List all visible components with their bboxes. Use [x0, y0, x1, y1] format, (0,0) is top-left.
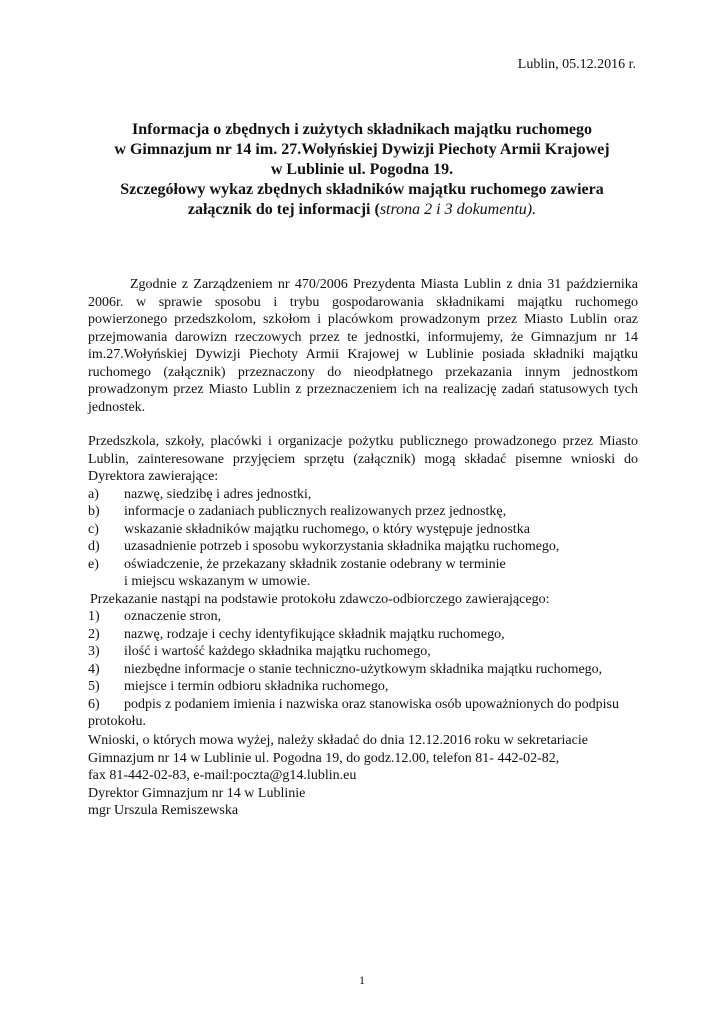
list-item [88, 556, 638, 591]
list-marker: 6) [88, 696, 100, 712]
protocol-intro: Przekazanie nastąpi na podstawie protokołu zdawczo-odbiorczego zawierającego: [90, 591, 550, 607]
list-marker: c) [88, 521, 99, 537]
closing-block [88, 732, 638, 820]
list-item [88, 503, 638, 521]
list-item [88, 678, 638, 696]
applications-list [88, 486, 638, 591]
list-item [88, 626, 638, 644]
list-marker: 1) [88, 609, 100, 624]
list-item [88, 486, 638, 504]
paragraph-regulation: Zgodnie z Zarządzeniem nr 470/2006 Prezydenta Miasta Lublin z dnia 31 października 2006r. w sprawie sposobu i trybu gospodarowania składnikami majątku ruchomego powierzonego przedszkolom, szkołom i placówkom prowadzonym przez Miasto Lublin oraz przejmowania darowizn rzeczowych przez te jednostki, informujemy, że Gimnazjum nr 14 im.27.Wołyńskiej Dywizji Piechoty Armii Krajowej w Lublinie posiada składniki majątku ruchomego (załącznik) przeznaczony do nieodpłatnego przekazania innym jednostkom prowadzonym przez Miasto Lublin z przeznaczeniem ich na realizację zadań statusowych tych jednostek. [88, 277, 638, 415]
list-marker: 2) [88, 626, 100, 642]
signature-title: Dyrektor Gimnazjum nr 14 w Lublinie [88, 785, 306, 801]
closing-line-2: Gimnazjum nr 14 w Lublinie ul. Pogodna 19, do godz.12.00, telefon 81- 442-02-82, [88, 750, 560, 766]
title-line-3: w Lublinie ul. Pogodna 19. [270, 161, 454, 178]
list-text: nazwę, siedzibę i adres jednostki, [124, 486, 312, 502]
page-number: 1 [359, 973, 365, 987]
list-text-continuation: do podpisu protokołu. [88, 696, 619, 729]
list-item [88, 538, 638, 556]
closing-line-1: Wnioski, o których mowa wyżej, należy składać do dnia 12.12.2016 roku w sekretariacie [88, 733, 588, 748]
list-text: informacje o zadaniach publicznych realizowanych przez jednostkę, [124, 504, 507, 519]
list-text: oświadczenie, że przekazany składnik zostanie odebrany w terminie [124, 556, 506, 572]
title-line-5-italic: strona 2 i 3 dokumentu). [379, 201, 537, 218]
title-line-2: w Gimnazjum nr 14 im. 27.Wołyńskiej Dywizji Piechoty Armii Krajowej [114, 141, 610, 158]
list-item [88, 521, 638, 539]
list-marker: d) [88, 539, 100, 554]
title-line-4: Szczegółowy wykaz zbędnych składników majątku ruchomego zawiera [120, 181, 604, 198]
list-text: miejsce i termin odbioru składnika ruchomego, [124, 679, 389, 694]
closing-contact: fax 81-442-02-83, e-mail:poczta@g14.lublin.eu [88, 768, 357, 783]
list-marker: 5) [88, 679, 100, 694]
list-text: uzasadnienie potrzeb i sposobu wykorzystania składnika majątku ruchomego, [124, 539, 560, 554]
protocol-list [88, 608, 638, 731]
list-item [88, 643, 638, 661]
list-marker: b) [88, 504, 100, 519]
list-text: wskazanie składników majątku ruchomego, o który występuje jednostka [124, 521, 530, 537]
list-marker: a) [88, 486, 99, 502]
list-text: ilość i wartość każdego składnika majątku ruchomego, [124, 644, 431, 659]
list-text-continuation: i miejscu wskazanym w umowie. [124, 574, 311, 589]
title-line-5 [60, 200, 664, 220]
signature-name: mgr Urszula Remiszewska [88, 803, 239, 818]
list-item [88, 696, 638, 731]
list-marker: 3) [88, 644, 100, 659]
list-text: nazwę, rodzaje i cechy identyfikujące składnik majątku ruchomego, [124, 626, 505, 642]
list-item [88, 608, 638, 626]
paragraph-applications [88, 433, 638, 731]
list-marker: 4) [88, 661, 100, 677]
list-text: oznaczenie stron, [124, 609, 222, 624]
list-text: podpis z podaniem imienia i nazwiska oraz stanowiska osób upoważnionych [124, 696, 554, 712]
document-date: Lublin, 05.12.2016 r. [517, 57, 636, 72]
list-item [88, 661, 638, 679]
list-marker: e) [88, 556, 99, 572]
title-line-5-bold: załącznik do tej informacji ( [187, 201, 380, 218]
applications-intro: Przedszkola, szkoły, placówki i organizacje pożytku publicznego prowadzonego przez Miasto Lublin, zainteresowane przyjęciem sprzętu (załącznik) mogą składać pisemne wnioski do Dyrektora zawierające: [88, 434, 638, 484]
list-text: niezbędne informacje o stanie techniczno-użytkowym składnika majątku ruchomego, [124, 661, 603, 677]
document-title [60, 120, 664, 220]
title-line-1: Informacja o zbędnych i zużytych składnikach majątku ruchomego [131, 121, 592, 138]
